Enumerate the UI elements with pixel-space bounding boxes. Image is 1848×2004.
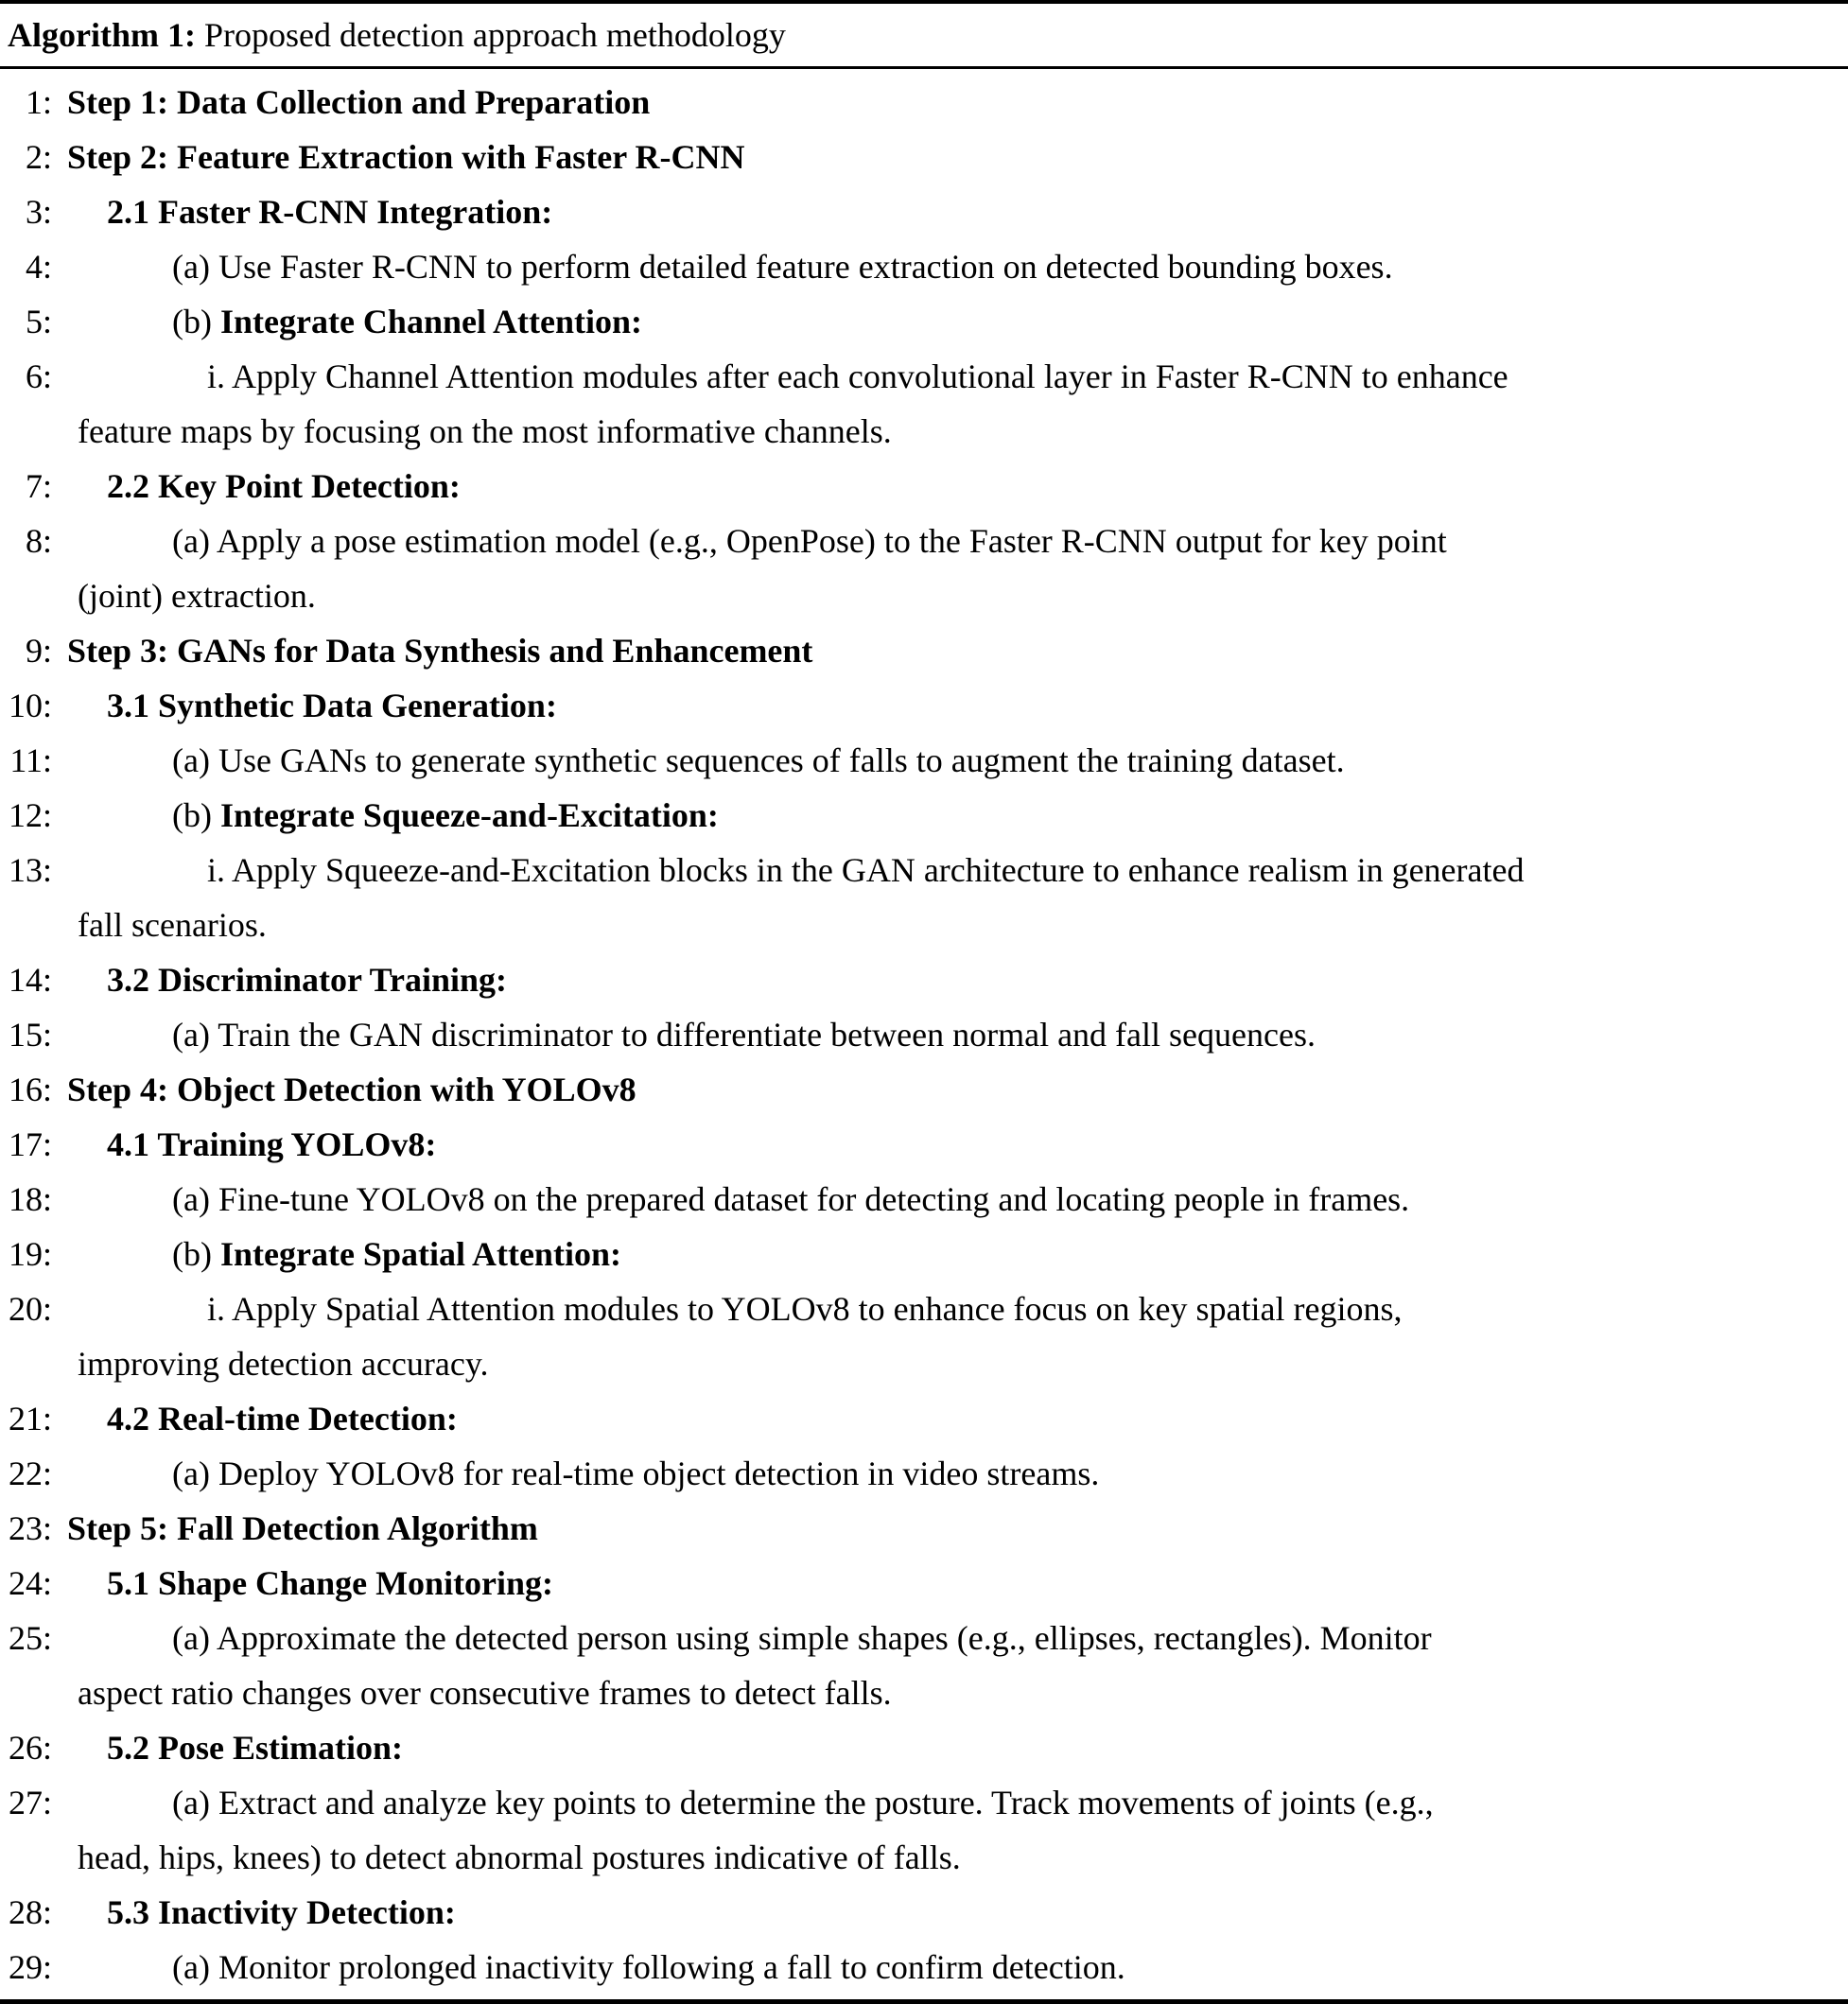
algorithm-title: Proposed detection approach methodology (203, 16, 786, 54)
text-segment: (a) Fine-tune YOLOv8 on the prepared dataset for detecting and locating people in frames. (172, 1180, 1410, 1218)
text-segment: (b) (172, 303, 220, 340)
indent-spacer (52, 1100, 67, 1101)
indent-spacer (52, 826, 172, 827)
indent-spacer (52, 1264, 172, 1265)
text-segment: 5.3 Inactivity Detection: (107, 1893, 456, 1931)
text-segment: (a) Apply a pose estimation model (e.g., OpenPose) to the Faster R-CNN output for key point (172, 522, 1447, 560)
indent-spacer (52, 661, 67, 662)
algorithm-line (0, 1172, 1835, 1227)
line-number: 17: (8, 1125, 52, 1163)
line-number: 10: (8, 687, 52, 724)
text-segment: (a) Train the GAN discriminator to differentiate between normal and fall sequences. (172, 1016, 1316, 1054)
algorithm-line (0, 184, 1835, 239)
text-segment: i. Apply Channel Attention modules after each convolutional layer in Faster R-CNN to enhance (207, 357, 1508, 395)
line-number: 27: (8, 1784, 52, 1821)
line-number: 19: (8, 1235, 52, 1273)
line-text (67, 1071, 636, 1108)
algorithm-line (0, 678, 1835, 733)
line-number: 9: (25, 632, 52, 670)
text-segment: (b) (172, 1235, 220, 1273)
algorithm-line (0, 1611, 1835, 1720)
algorithm-line (0, 843, 1835, 952)
indent-spacer (52, 1813, 172, 1814)
algorithm-line (0, 1227, 1835, 1281)
line-text (107, 1729, 403, 1767)
text-segment: Integrate Channel Attention: (219, 303, 642, 340)
line-number: 12: (8, 796, 52, 834)
text-segment: (a) Monitor prolonged inactivity following a fall to confirm detection. (172, 1948, 1125, 1986)
algorithm-line (0, 459, 1835, 514)
text-segment: head, hips, knees) to detect abnormal postures indicative of falls. (78, 1838, 961, 1876)
algorithm-line (0, 952, 1835, 1007)
text-segment: aspect ratio changes over consecutive frames to detect falls. (78, 1674, 892, 1712)
line-number: 6: (25, 357, 52, 395)
indent-spacer (52, 167, 67, 168)
line-number: 22: (8, 1455, 52, 1492)
algorithm-line (0, 349, 1835, 459)
indent-spacer (52, 222, 107, 223)
text-segment: 5.2 Pose Estimation: (107, 1729, 403, 1767)
text-segment: 3.2 Discriminator Training: (107, 961, 507, 999)
algorithm-body (0, 69, 1848, 1999)
algorithm-line (0, 623, 1835, 678)
line-number: 29: (8, 1948, 52, 1986)
text-segment: Step 5: Fall Detection Algorithm (67, 1509, 538, 1547)
text-segment: i. Apply Squeeze-and-Excitation blocks in the GAN architecture to enhance realism in generated (207, 851, 1525, 889)
line-number: 25: (8, 1619, 52, 1657)
indent-spacer (52, 771, 172, 772)
text-segment: fall scenarios. (78, 906, 267, 944)
indent-spacer (52, 387, 207, 388)
algorithm-line (0, 75, 1835, 130)
algorithm-line (0, 1556, 1835, 1611)
line-text (67, 138, 745, 176)
text-segment: (joint) extraction. (78, 577, 316, 615)
line-number: 5: (25, 303, 52, 340)
line-text (67, 1509, 538, 1547)
text-segment: 4.1 Training YOLOv8: (107, 1125, 437, 1163)
indent-spacer (52, 1210, 172, 1211)
line-text (78, 851, 1525, 944)
line-text (107, 961, 507, 999)
indent-spacer (52, 1484, 172, 1485)
indent-spacer (52, 277, 172, 278)
line-number: 4: (25, 248, 52, 286)
algorithm-line (0, 1775, 1835, 1885)
line-number: 28: (8, 1893, 52, 1931)
algorithm-label: Algorithm 1: (8, 16, 196, 54)
text-segment: i. Apply Spatial Attention modules to YOLOv8 to enhance focus on key spatial regions, (207, 1290, 1403, 1328)
line-text (107, 467, 461, 505)
text-segment: Integrate Spatial Attention: (219, 1235, 621, 1273)
text-segment: Step 1: Data Collection and Preparation (67, 83, 651, 121)
line-number: 21: (8, 1400, 52, 1438)
algorithm-line (0, 1062, 1835, 1117)
algorithm-line (0, 1501, 1835, 1556)
text-segment: (a) Use GANs to generate synthetic sequences of falls to augment the training dataset. (172, 741, 1345, 779)
indent-spacer (52, 880, 207, 881)
algorithm-line (0, 788, 1835, 843)
line-number: 13: (8, 851, 52, 889)
algorithm-line (0, 1117, 1835, 1172)
line-text (172, 1235, 621, 1273)
line-text (78, 1784, 1434, 1876)
text-segment: (a) Deploy YOLOv8 for real-time object detection in video streams. (172, 1455, 1100, 1492)
line-text (172, 303, 642, 340)
line-number: 2: (25, 138, 52, 176)
indent-spacer (52, 1539, 67, 1540)
line-text (172, 1948, 1125, 1986)
algorithm-line (0, 514, 1835, 623)
line-number: 23: (8, 1509, 52, 1547)
indent-spacer (52, 1319, 207, 1320)
text-segment: feature maps by focusing on the most informative channels. (78, 412, 892, 450)
line-number: 20: (8, 1290, 52, 1328)
line-text (78, 1619, 1432, 1712)
line-number: 26: (8, 1729, 52, 1767)
indent-spacer (52, 1923, 107, 1924)
algorithm-line (0, 1281, 1835, 1391)
algorithm-line (0, 733, 1835, 788)
line-text (78, 357, 1508, 450)
text-segment: Step 3: GANs for Data Synthesis and Enhancement (67, 632, 813, 670)
line-text (67, 83, 650, 121)
line-text (172, 1016, 1316, 1054)
line-number: 16: (8, 1071, 52, 1108)
text-segment: 4.2 Real-time Detection: (107, 1400, 458, 1438)
text-segment: (b) (172, 796, 220, 834)
algorithm-line (0, 1720, 1835, 1775)
line-text (78, 1290, 1402, 1383)
line-text (107, 1564, 553, 1602)
line-text (172, 1180, 1409, 1218)
text-segment: (a) Approximate the detected person using simple shapes (e.g., ellipses, rectangles). Monitor (172, 1619, 1432, 1657)
line-text (172, 1455, 1099, 1492)
indent-spacer (52, 1758, 107, 1759)
line-number: 3: (25, 193, 52, 231)
algorithm-line (0, 1007, 1835, 1062)
bottom-rule (0, 1999, 1848, 2004)
indent-spacer (52, 1155, 107, 1156)
text-segment: Integrate Squeeze-and-Excitation: (219, 796, 719, 834)
line-text (172, 796, 719, 834)
line-number: 7: (25, 467, 52, 505)
line-text (172, 741, 1345, 779)
indent-spacer (52, 990, 107, 991)
line-number: 1: (25, 83, 52, 121)
algorithm-line (0, 1446, 1835, 1501)
algorithm-header (0, 4, 1848, 66)
line-text (78, 522, 1447, 615)
line-text (107, 1125, 436, 1163)
indent-spacer (52, 1429, 107, 1430)
line-number: 18: (8, 1180, 52, 1218)
text-segment: 5.1 Shape Change Monitoring: (107, 1564, 554, 1602)
text-segment: Step 2: Feature Extraction with Faster R-CNN (67, 138, 745, 176)
algorithm-line (0, 1885, 1835, 1940)
algorithm-line (0, 239, 1835, 294)
algorithm-line (0, 294, 1835, 349)
algorithm-line (0, 1940, 1835, 1995)
algorithm-line (0, 1391, 1835, 1446)
line-number: 24: (8, 1564, 52, 1602)
text-segment: improving detection accuracy. (78, 1345, 489, 1383)
line-text (107, 687, 557, 724)
line-number: 8: (25, 522, 52, 560)
line-text (107, 1400, 458, 1438)
text-segment: Step 4: Object Detection with YOLOv8 (67, 1071, 636, 1108)
indent-spacer (52, 551, 172, 552)
line-text (107, 1893, 456, 1931)
line-text (172, 248, 1393, 286)
text-segment: 3.1 Synthetic Data Generation: (107, 687, 557, 724)
indent-spacer (52, 1045, 172, 1046)
text-segment: 2.2 Key Point Detection: (107, 467, 461, 505)
line-number: 15: (8, 1016, 52, 1054)
line-number: 14: (8, 961, 52, 999)
text-segment: (a) Use Faster R-CNN to perform detailed feature extraction on detected bounding boxes. (172, 248, 1393, 286)
text-segment: (a) Extract and analyze key points to determine the posture. Track movements of joints (e.g., (172, 1784, 1434, 1821)
indent-spacer (52, 1648, 172, 1649)
line-number: 11: (9, 741, 52, 779)
indent-spacer (52, 716, 107, 717)
indent-spacer (52, 332, 172, 333)
line-text (107, 193, 552, 231)
algorithm-line (0, 130, 1835, 184)
line-text (67, 632, 812, 670)
text-segment: 2.1 Faster R-CNN Integration: (107, 193, 553, 231)
